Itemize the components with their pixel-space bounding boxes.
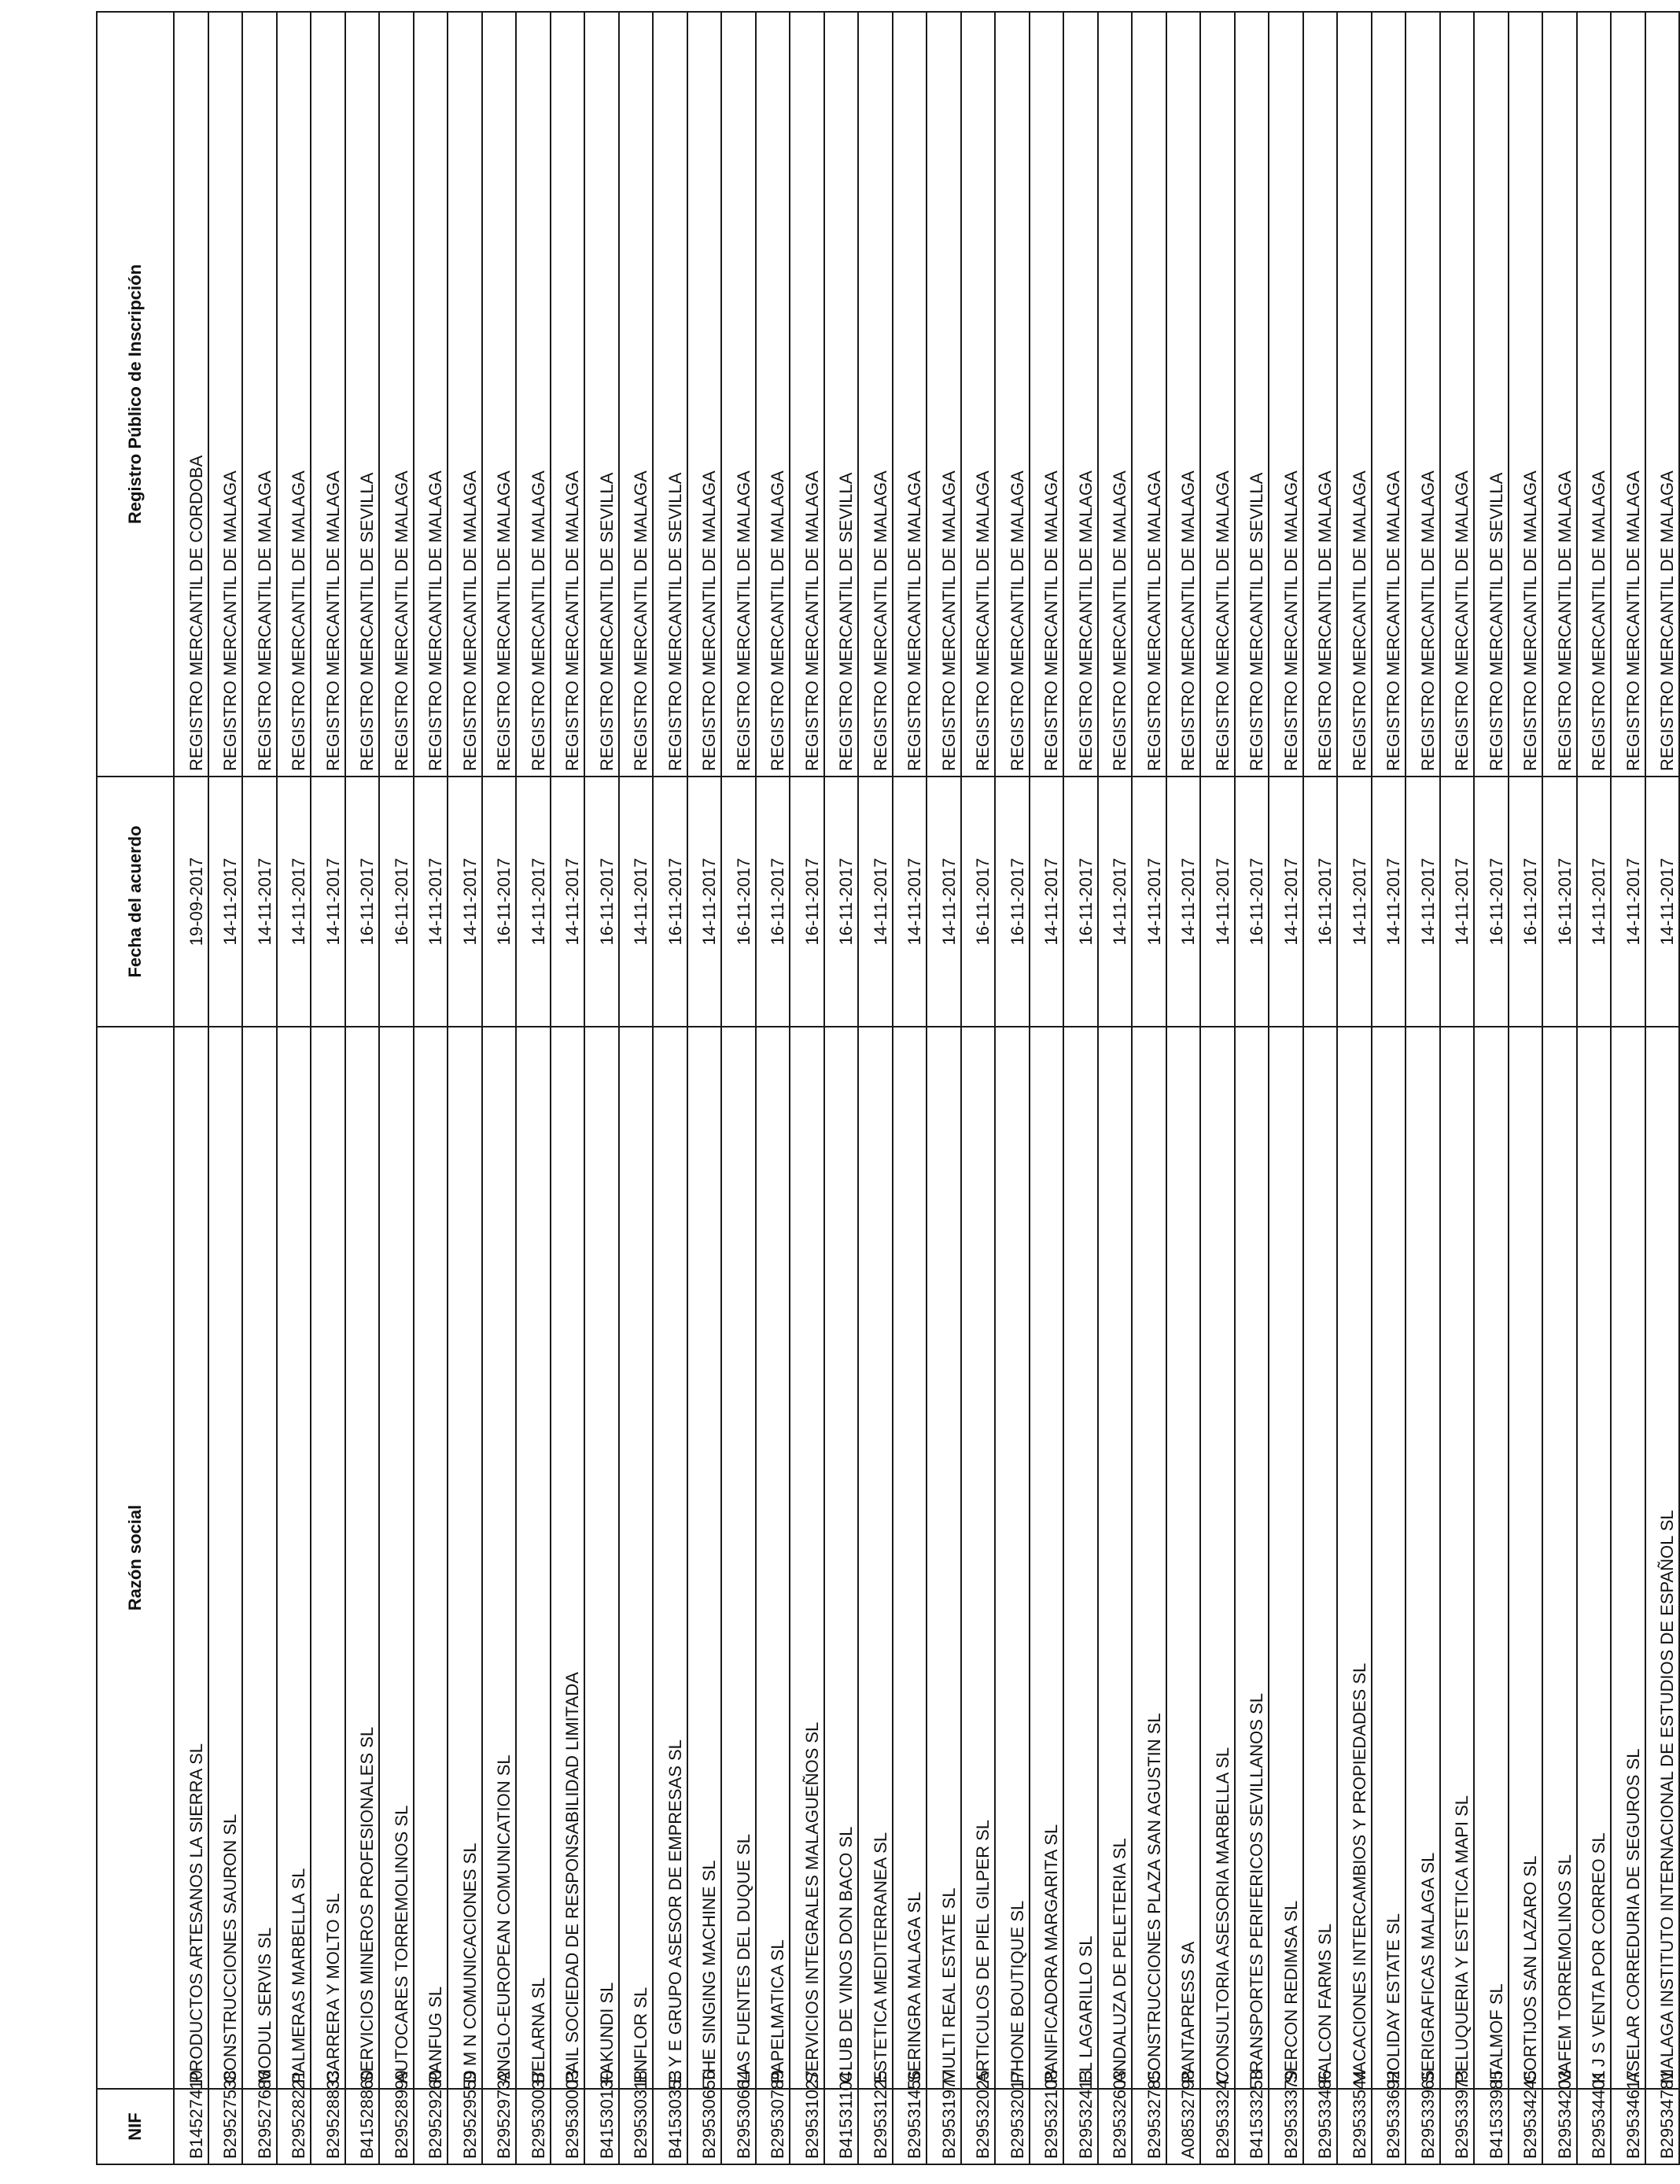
cell-date: 16-11-2017 <box>1303 777 1338 1027</box>
table-row <box>721 12 756 2164</box>
table-row <box>927 12 961 2164</box>
cell-registry: REGISTRO MERCANTIL DE MALAGA <box>448 12 482 777</box>
cell-registry: REGISTRO MERCANTIL DE MALAGA <box>619 12 654 777</box>
cell-name: CORTIJOS SAN LAZARO SL <box>1509 1027 1543 2089</box>
cell-date: 14-11-2017 <box>1406 777 1440 1027</box>
cell-date: 14-11-2017 <box>1098 777 1133 1027</box>
cell-nif: B29532785 <box>1132 2089 1166 2164</box>
cell-date: 14-11-2017 <box>414 777 448 1027</box>
cell-name: CONSTRUCCIONES SAURON SL <box>208 1027 243 2089</box>
cell-name: SERCON REDIMSA SL <box>1269 1027 1303 2089</box>
cell-nif: B29530664 <box>721 2089 756 2164</box>
cell-registry: REGISTRO MERCANTIL DE SEVILLA <box>1235 12 1269 777</box>
cell-registry: REGISTRO MERCANTIL DE MALAGA <box>414 12 448 777</box>
cell-nif: B29529732 <box>482 2089 517 2164</box>
cell-name: PRODUCTOS ARTESANOS LA SIERRA SL <box>174 1027 208 2089</box>
table-row <box>1542 12 1577 2164</box>
table-row <box>1303 12 1338 2164</box>
cell-nif: B29530656 <box>687 2089 722 2164</box>
cell-nif: B41533985 <box>1474 2089 1509 2164</box>
table-row <box>1611 12 1645 2164</box>
cell-date: 16-11-2017 <box>1509 777 1543 1027</box>
cell-date: 14-11-2017 <box>1200 777 1235 1027</box>
cell-registry: REGISTRO MERCANTIL DE MALAGA <box>756 12 790 777</box>
cell-nif: B29531977 <box>927 2089 961 2164</box>
cell-name: PANTAPRESS SA <box>1166 1027 1201 2089</box>
cell-date: 14-11-2017 <box>516 777 551 1027</box>
cell-name: TRANSPORTES PERIFERICOS SEVILLANOS SL <box>1235 1027 1269 2089</box>
cell-name: ASELAR CORREDURIA DE SEGUROS SL <box>1611 1027 1645 2089</box>
cell-date: 16-11-2017 <box>345 777 380 1027</box>
table-row <box>551 12 585 2164</box>
cell-nif: B29533965 <box>1406 2089 1440 2164</box>
cell-nif: B29534203 <box>1542 2089 1577 2164</box>
cell-date: 16-11-2017 <box>824 777 859 1027</box>
cell-nif: B29534781 <box>1645 2089 1680 2164</box>
cell-nif: B29534617 <box>1611 2089 1645 2164</box>
cell-nif: B29527686 <box>242 2089 277 2164</box>
cell-registry: REGISTRO MERCANTIL DE MALAGA <box>311 12 345 777</box>
cell-date: 16-11-2017 <box>995 777 1030 1027</box>
cell-nif: B29533544 <box>1337 2089 1372 2164</box>
table-row <box>1030 12 1064 2164</box>
cell-name: ESTETICA MEDITERRANEA SL <box>858 1027 893 2089</box>
cell-date: 16-11-2017 <box>653 777 687 1027</box>
cell-registry: REGISTRO MERCANTIL DE MALAGA <box>995 12 1030 777</box>
table-row <box>242 12 277 2164</box>
cell-date: 14-11-2017 <box>1337 777 1372 1027</box>
cell-nif: B29533973 <box>1440 2089 1475 2164</box>
table-row <box>893 12 927 2164</box>
table-row <box>345 12 380 2164</box>
cell-date: 14-11-2017 <box>1577 777 1612 1027</box>
cell-registry: REGISTRO MERCANTIL DE SEVILLA <box>345 12 380 777</box>
table-row <box>619 12 654 2164</box>
cell-name: CLUB DE VINOS DON BACO SL <box>824 1027 859 2089</box>
table-row <box>961 12 996 2164</box>
table-row <box>1166 12 1201 2164</box>
cell-registry: REGISTRO MERCANTIL DE MALAGA <box>1337 12 1372 777</box>
cell-date: 16-11-2017 <box>482 777 517 1027</box>
cell-nif: B41531104 <box>824 2089 859 2164</box>
cell-date: 16-11-2017 <box>584 777 619 1027</box>
cell-name: FALCON FARMS SL <box>1303 1027 1338 2089</box>
table-row <box>208 12 243 2164</box>
table-row <box>584 12 619 2164</box>
cell-date: 16-11-2017 <box>379 777 414 1027</box>
table-row <box>1406 12 1440 2164</box>
cell-registry: REGISTRO MERCANTIL DE SEVILLA <box>653 12 687 777</box>
cell-nif: B29527538 <box>208 2089 243 2164</box>
cell-name: MULTI REAL ESTATE SL <box>927 1027 961 2089</box>
table-row <box>516 12 551 2164</box>
table-row <box>790 12 824 2164</box>
header-name: Razón social <box>97 1027 174 2089</box>
cell-nif: B14527410 <box>174 2089 208 2164</box>
cell-name: BELARNA SL <box>516 1027 551 2089</box>
table-row <box>1577 12 1612 2164</box>
cell-registry: REGISTRO MERCANTIL DE MALAGA <box>1303 12 1338 777</box>
cell-name: AUTOCARES TORREMOLINOS SL <box>379 1027 414 2089</box>
cell-name: SERVICIOS INTEGRALES MALAGUEÑOS SL <box>790 1027 824 2089</box>
cell-registry: REGISTRO MERCANTIL DE MALAGA <box>1611 12 1645 777</box>
cell-name: ANGLO-EUROPEAN COMUNICATION SL <box>482 1027 517 2089</box>
cell-nif: B29533486 <box>1303 2089 1338 2164</box>
cell-registry: REGISTRO MERCANTIL DE MALAGA <box>961 12 996 777</box>
cell-nif: B29533247 <box>1200 2089 1235 2164</box>
cell-registry: REGISTRO MERCANTIL DE MALAGA <box>790 12 824 777</box>
cell-name: D M N COMUNICACIONES SL <box>448 1027 482 2089</box>
table-row <box>174 12 208 2164</box>
cell-registry: REGISTRO MERCANTIL DE MALAGA <box>379 12 414 777</box>
table-row <box>414 12 448 2164</box>
cell-registry: REGISTRO MERCANTIL DE SEVILLA <box>1474 12 1509 777</box>
table-row <box>1645 12 1680 2164</box>
rotated-page <box>96 13 1677 2165</box>
cell-name: PAIL SOCIEDAD DE RESPONSABILIDAD LIMITADA <box>551 1027 585 2089</box>
header-row <box>97 12 174 2164</box>
cell-nif: B29530789 <box>756 2089 790 2164</box>
cell-name: MODUL SERVIS SL <box>242 1027 277 2089</box>
cell-registry: REGISTRO MERCANTIL DE MALAGA <box>1132 12 1166 777</box>
cell-registry: REGISTRO MERCANTIL DE MALAGA <box>1577 12 1612 777</box>
header-nif: NIF <box>97 2089 174 2164</box>
cell-name: PELUQUERIA Y ESTETICA MAPI SL <box>1440 1027 1475 2089</box>
table-row <box>448 12 482 2164</box>
cell-name: PANIFICADORA MARGARITA SL <box>1030 1027 1064 2089</box>
table-row <box>1098 12 1133 2164</box>
cell-nif: B29528999 <box>379 2089 414 2164</box>
cell-date: 14-11-2017 <box>1132 777 1166 1027</box>
cell-name: E Y E GRUPO ASESOR DE EMPRESAS SL <box>653 1027 687 2089</box>
cell-date: 14-11-2017 <box>858 777 893 1027</box>
cell-name: CONSTRUCCIONES PLAZA SAN AGUSTIN SL <box>1132 1027 1166 2089</box>
cell-nif: B29529559 <box>448 2089 482 2164</box>
table-body <box>174 12 1679 2164</box>
cell-registry: REGISTRO MERCANTIL DE MALAGA <box>1269 12 1303 777</box>
cell-name: HOLIDAY ESTATE SL <box>1372 1027 1406 2089</box>
cell-nif: B29531225 <box>858 2089 893 2164</box>
cell-registry: REGISTRO MERCANTIL DE MALAGA <box>1372 12 1406 777</box>
cell-nif: B29531027 <box>790 2089 824 2164</box>
cell-nif: B41530130 <box>584 2089 619 2164</box>
cell-date: 16-11-2017 <box>790 777 824 1027</box>
table-row <box>1200 12 1235 2164</box>
cell-name: ITALMOF SL <box>1474 1027 1509 2089</box>
cell-date: 14-11-2017 <box>1372 777 1406 1027</box>
table-row <box>311 12 345 2164</box>
cell-nif: B29532603 <box>1098 2089 1133 2164</box>
cell-nif: B29528221 <box>277 2089 311 2164</box>
cell-nif: A08532798 <box>1166 2089 1201 2164</box>
cell-registry: REGISTRO MERCANTIL DE MALAGA <box>1098 12 1133 777</box>
cell-registry: REGISTRO MERCANTIL DE MALAGA <box>1509 12 1543 777</box>
cell-date: 14-11-2017 <box>1440 777 1475 1027</box>
cell-date: 16-11-2017 <box>1063 777 1098 1027</box>
cell-date: 19-09-2017 <box>174 777 208 1027</box>
cell-date: 14-11-2017 <box>1166 777 1201 1027</box>
table-row <box>1337 12 1372 2164</box>
cell-nif: B29532108 <box>1030 2089 1064 2164</box>
cell-date: 16-11-2017 <box>756 777 790 1027</box>
cell-nif: B29530037 <box>516 2089 551 2164</box>
registry-table <box>96 11 1680 2165</box>
cell-nif: B29528833 <box>311 2089 345 2164</box>
table-row <box>1474 12 1509 2164</box>
cell-registry: REGISTRO MERCANTIL DE MALAGA <box>1440 12 1475 777</box>
cell-registry: REGISTRO MERCANTIL DE MALAGA <box>242 12 277 777</box>
cell-registry: REGISTRO MERCANTIL DE MALAGA <box>1166 12 1201 777</box>
cell-nif: B29533379 <box>1269 2089 1303 2164</box>
cell-nif: B41528860 <box>345 2089 380 2164</box>
cell-registry: REGISTRO MERCANTIL DE MALAGA <box>482 12 517 777</box>
cell-name: VACACIONES INTERCAMBIOS Y PROPIEDADES SL <box>1337 1027 1372 2089</box>
cell-nif: B29530003 <box>551 2089 585 2164</box>
cell-date: 14-11-2017 <box>208 777 243 1027</box>
cell-date: 14-11-2017 <box>619 777 654 1027</box>
cell-registry: REGISTRO MERCANTIL DE MALAGA <box>1542 12 1577 777</box>
cell-nif: B41533258 <box>1235 2089 1269 2164</box>
table-row <box>1440 12 1475 2164</box>
table-row <box>277 12 311 2164</box>
cell-date: 14-11-2017 <box>893 777 927 1027</box>
cell-name: CONSULTORIA ASESORIA MARBELLA SL <box>1200 1027 1235 2089</box>
cell-name: THE SINGING MACHINE SL <box>687 1027 722 2089</box>
table-row <box>1132 12 1166 2164</box>
cell-date: 14-11-2017 <box>551 777 585 1027</box>
cell-name: EL LAGARILLO SL <box>1063 1027 1098 2089</box>
cell-registry: REGISTRO MERCANTIL DE MALAGA <box>927 12 961 777</box>
cell-registry: REGISTRO MERCANTIL DE MALAGA <box>1406 12 1440 777</box>
cell-date: 14-11-2017 <box>1611 777 1645 1027</box>
table-row <box>482 12 517 2164</box>
table-row <box>379 12 414 2164</box>
cell-date: 14-11-2017 <box>1030 777 1064 1027</box>
cell-date: 16-11-2017 <box>1542 777 1577 1027</box>
cell-registry: REGISTRO MERCANTIL DE MALAGA <box>516 12 551 777</box>
cell-registry: REGISTRO MERCANTIL DE MALAGA <box>1200 12 1235 777</box>
cell-registry: REGISTRO MERCANTIL DE MALAGA <box>551 12 585 777</box>
cell-registry: REGISTRO MERCANTIL DE MALAGA <box>893 12 927 777</box>
cell-date: 14-11-2017 <box>927 777 961 1027</box>
table-row <box>653 12 687 2164</box>
cell-name: CARRERA Y MOLTO SL <box>311 1027 345 2089</box>
cell-registry: REGISTRO MERCANTIL DE SEVILLA <box>824 12 859 777</box>
table-row <box>858 12 893 2164</box>
table-row <box>1509 12 1543 2164</box>
cell-name: FAKUNDI SL <box>584 1027 619 2089</box>
cell-registry: REGISTRO MERCANTIL DE MALAGA <box>1063 12 1098 777</box>
cell-nif: B41530353 <box>653 2089 687 2164</box>
cell-name: VAFEM TORREMOLINOS SL <box>1542 1027 1577 2089</box>
cell-date: 14-11-2017 <box>1269 777 1303 1027</box>
cell-date: 14-11-2017 <box>311 777 345 1027</box>
cell-registry: REGISTRO MERCANTIL DE MALAGA <box>1645 12 1680 777</box>
table-row <box>1235 12 1269 2164</box>
table-row <box>1063 12 1098 2164</box>
cell-nif: B29532017 <box>995 2089 1030 2164</box>
cell-registry: REGISTRO MERCANTIL DE MALAGA <box>208 12 243 777</box>
cell-name: SERIGRAFICAS MALAGA SL <box>1406 1027 1440 2089</box>
table-row <box>1372 12 1406 2164</box>
cell-name: PALMERAS MARBELLA SL <box>277 1027 311 2089</box>
cell-date: 16-11-2017 <box>721 777 756 1027</box>
cell-date: 14-11-2017 <box>687 777 722 1027</box>
table-row <box>756 12 790 2164</box>
cell-registry: REGISTRO MERCANTIL DE MALAGA <box>687 12 722 777</box>
cell-name: PANFUG SL <box>414 1027 448 2089</box>
cell-registry: REGISTRO MERCANTIL DE MALAGA <box>1030 12 1064 777</box>
cell-registry: REGISTRO MERCANTIL DE MALAGA <box>858 12 893 777</box>
cell-nif: B29532025 <box>961 2089 996 2164</box>
table-row <box>1269 12 1303 2164</box>
header-registry: Registro Público de Inscripción <box>97 12 174 777</box>
cell-name: PHONE BOUTIQUE SL <box>995 1027 1030 2089</box>
table-header <box>97 12 174 2164</box>
cell-name: ENFLOR SL <box>619 1027 654 2089</box>
cell-date: 16-11-2017 <box>1474 777 1509 1027</box>
header-date: Fecha del acuerdo <box>97 777 174 1027</box>
cell-date: 14-11-2017 <box>277 777 311 1027</box>
cell-name: ANDALUZA DE PELETERIA SL <box>1098 1027 1133 2089</box>
cell-name: K J S VENTA POR CORREO SL <box>1577 1027 1612 2089</box>
table-row <box>687 12 722 2164</box>
cell-nif: B29533692 <box>1372 2089 1406 2164</box>
cell-registry: REGISTRO MERCANTIL DE CORDOBA <box>174 12 208 777</box>
cell-nif: B29534245 <box>1509 2089 1543 2164</box>
cell-date: 16-11-2017 <box>1235 777 1269 1027</box>
cell-name: LAS FUENTES DEL DUQUE SL <box>721 1027 756 2089</box>
table-row <box>824 12 859 2164</box>
cell-nif: B29529260 <box>414 2089 448 2164</box>
cell-name: ARTICULOS DE PIEL GILPER SL <box>961 1027 996 2089</box>
cell-registry: REGISTRO MERCANTIL DE MALAGA <box>721 12 756 777</box>
cell-name: PAPELMATICA SL <box>756 1027 790 2089</box>
table-row <box>995 12 1030 2164</box>
cell-name: MALAGA INSTITUTO INTERNACIONAL DE ESTUDIOS DE ESPAÑOL SL <box>1645 1027 1680 2089</box>
cell-nif: B29532413 <box>1063 2089 1098 2164</box>
cell-date: 14-11-2017 <box>1645 777 1680 1027</box>
cell-nif: B29530318 <box>619 2089 654 2164</box>
cell-name: SERVICIOS MINEROS PROFESIONALES SL <box>345 1027 380 2089</box>
cell-name: SERINGRA MALAGA SL <box>893 1027 927 2089</box>
cell-nif: B29531456 <box>893 2089 927 2164</box>
cell-date: 14-11-2017 <box>448 777 482 1027</box>
cell-nif: B29534401 <box>1577 2089 1612 2164</box>
cell-date: 16-11-2017 <box>961 777 996 1027</box>
cell-registry: REGISTRO MERCANTIL DE MALAGA <box>277 12 311 777</box>
cell-registry: REGISTRO MERCANTIL DE SEVILLA <box>584 12 619 777</box>
cell-date: 14-11-2017 <box>242 777 277 1027</box>
